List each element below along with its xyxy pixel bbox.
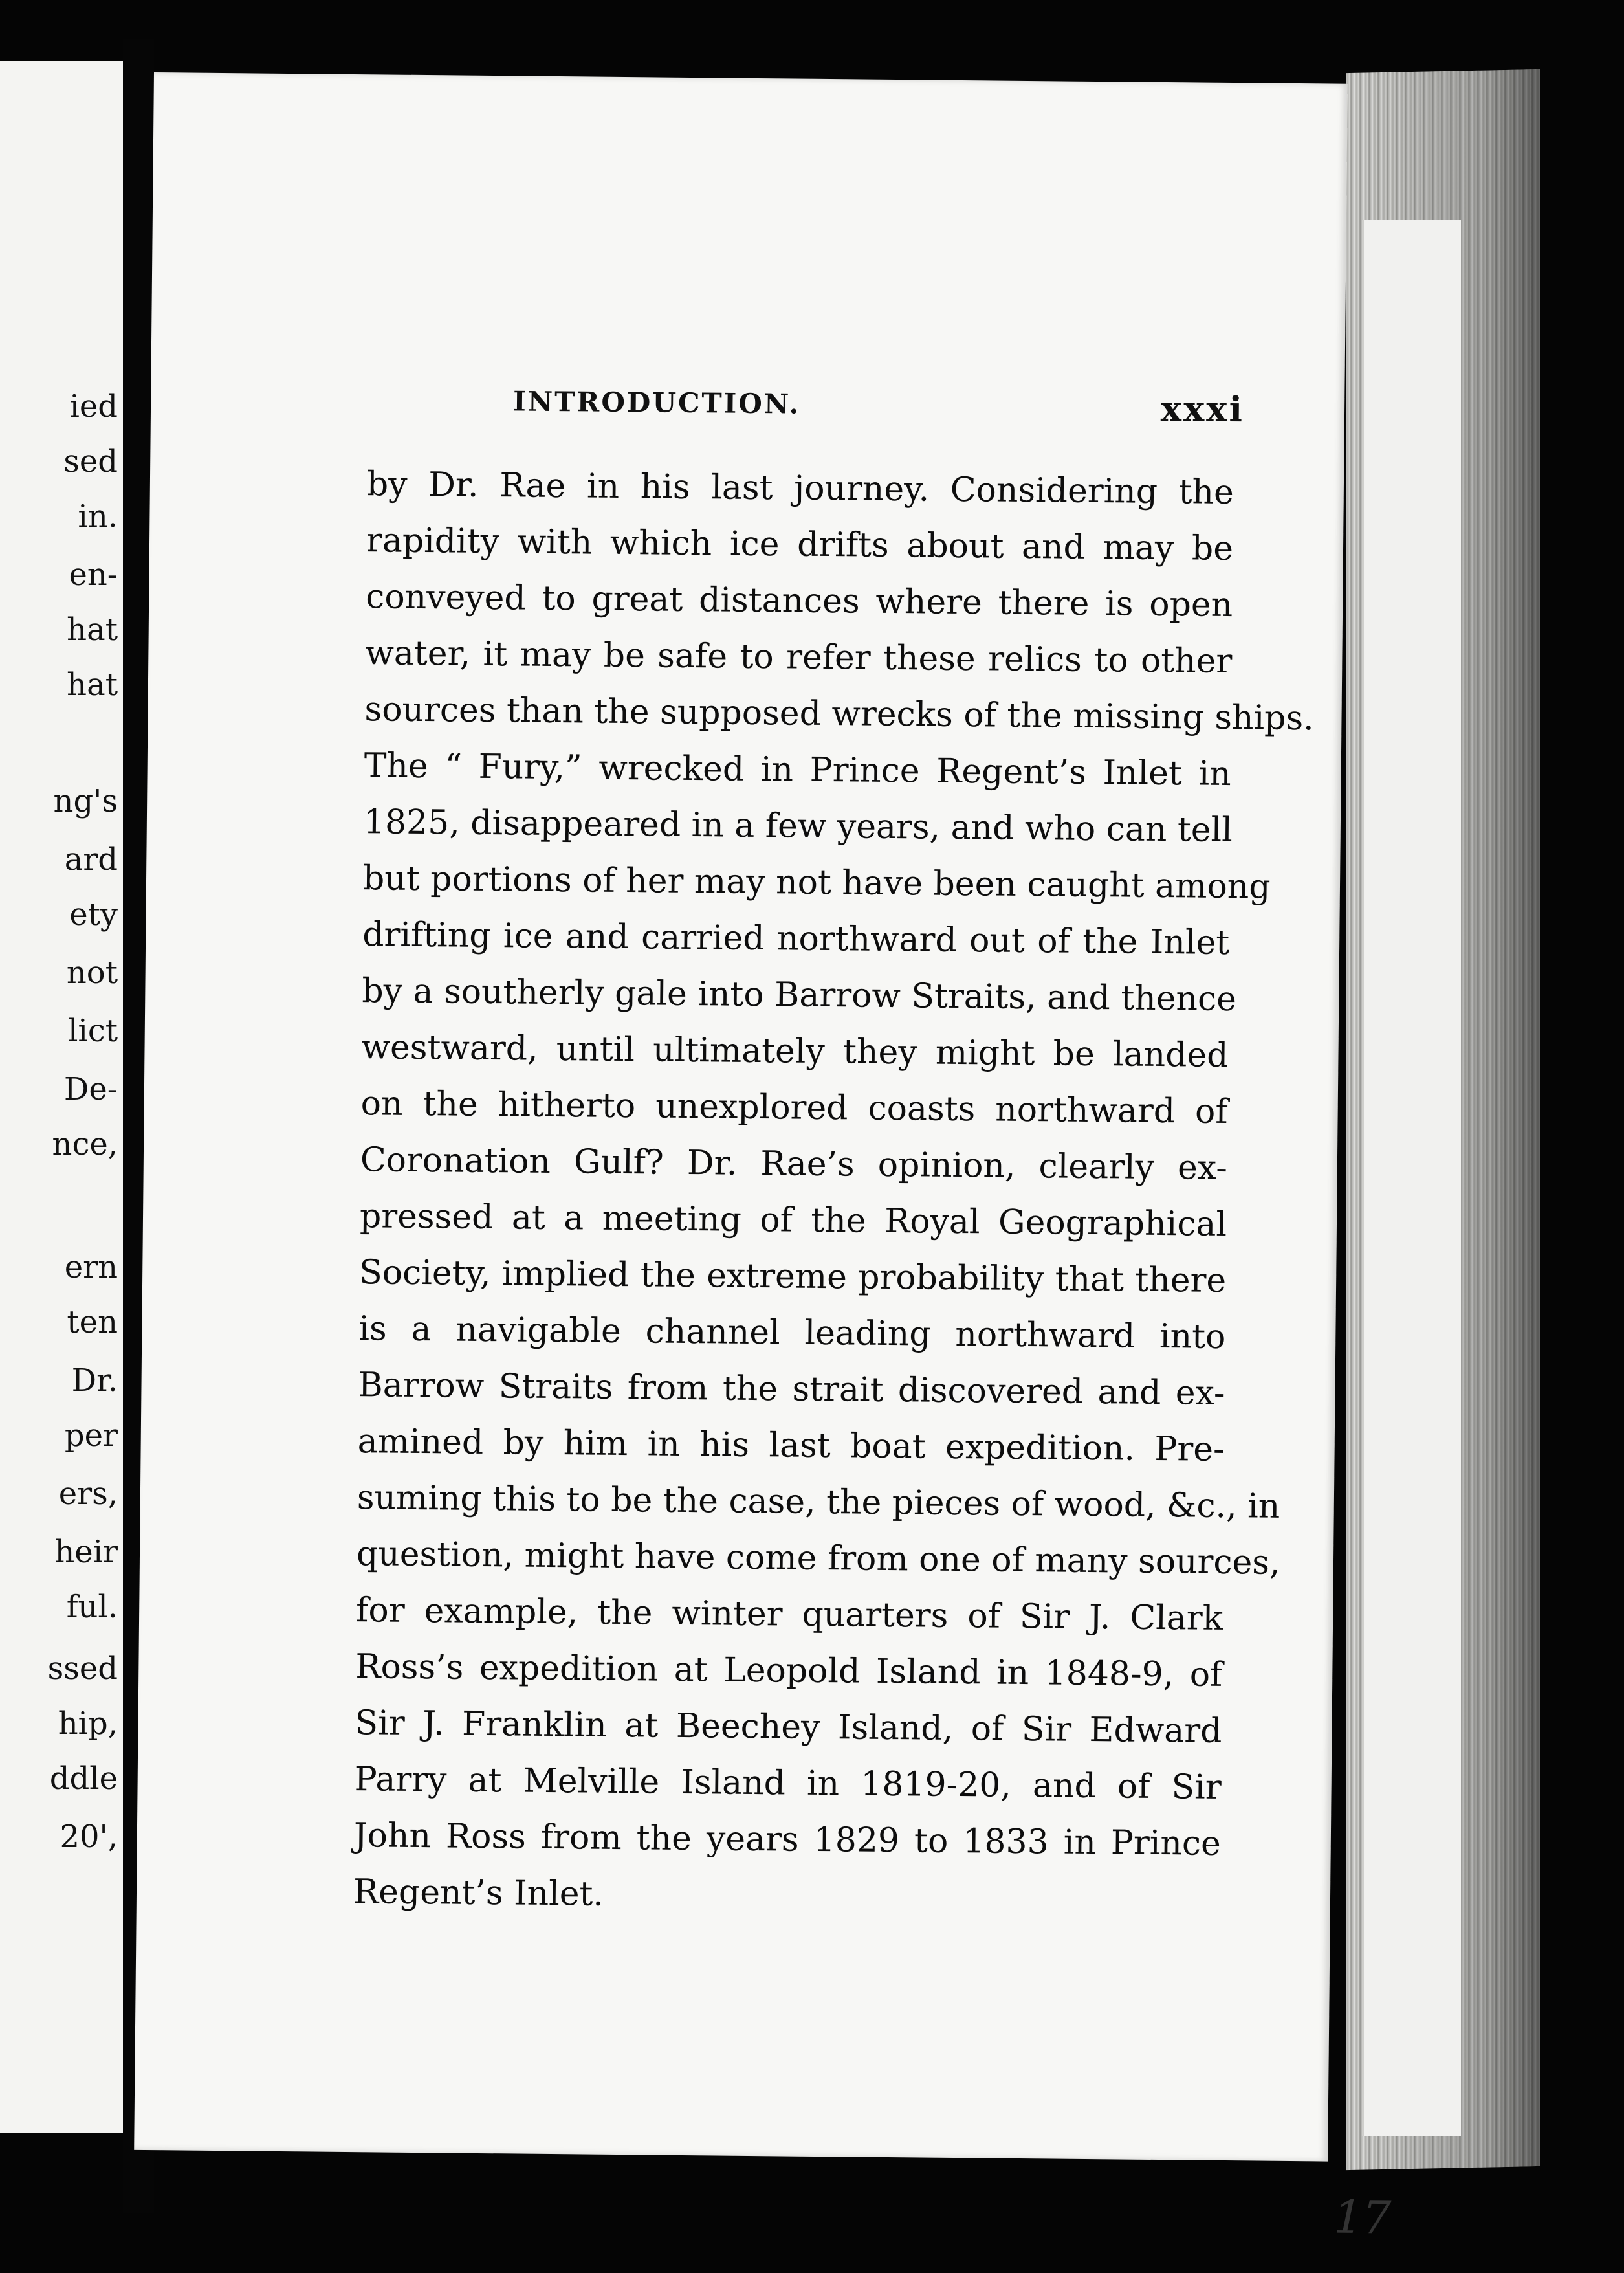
text-line: question, might have come from one of many sources, (356, 1535, 1280, 1582)
left-line: ng's (53, 783, 118, 819)
left-line: ssed (47, 1650, 118, 1687)
folio-number: xxxi (1160, 387, 1245, 430)
handwritten-page-number: 17 (1333, 2190, 1392, 2245)
text-line: westward, until ultimately they might be landed (361, 1028, 1229, 1076)
text-line: but portions of her may not have been caught among (362, 859, 1271, 907)
text-line: for example, the winter quarters of Sir J. Clark (355, 1591, 1223, 1638)
left-line: not (66, 955, 118, 991)
left-line: sed (63, 443, 118, 480)
left-line: nce, (52, 1126, 118, 1162)
left-line: ddle (49, 1760, 118, 1797)
left-line: hat (67, 667, 118, 703)
text-line: sources than the supposed wrecks of the missing ships. (364, 690, 1314, 738)
running-title: INTRODUCTION. (512, 385, 801, 420)
left-line: hat (67, 612, 118, 648)
left-line: in. (78, 498, 118, 535)
text-line: rapidity with which ice drifts about and may be (366, 521, 1234, 569)
left-line: ers, (58, 1476, 118, 1512)
text-line: 1825, disappeared in a few years, and who can tell (363, 803, 1233, 850)
left-line: Dr. (71, 1362, 118, 1399)
text-line: John Ross from the years 1829 to 1833 in Prince (353, 1816, 1222, 1863)
page-header (512, 385, 1245, 430)
left-line: ety (69, 896, 118, 933)
text-line: Society, implied the extreme probability that there (358, 1253, 1227, 1300)
text-line: by a southerly gale into Barrow Straits, and thence (362, 971, 1237, 1019)
left-line: en- (69, 557, 118, 593)
text-line: suming this to be the case, the pieces of wood, &c., in (357, 1478, 1280, 1526)
left-line: ern (64, 1249, 118, 1285)
left-line: ard (64, 841, 118, 878)
text-line: conveyed to great distances where there is open (365, 577, 1233, 625)
text-line: Barrow Straits from the strait discovered and ex- (358, 1366, 1225, 1413)
left-line: per (64, 1417, 118, 1454)
text-line: drifting ice and carried northward out of the Inlet (362, 915, 1230, 963)
left-line: lict (68, 1013, 118, 1049)
left-line: ied (69, 388, 118, 425)
left-line: heir (54, 1534, 118, 1570)
text-line: on the hitherto unexplored coasts northward of (360, 1084, 1228, 1132)
left-line: 20', (60, 1819, 118, 1855)
text-line: The “ Fury,” wrecked in Prince Regent’s Inlet in (364, 746, 1231, 794)
text-line: pressed at a meeting of the Royal Geographical (359, 1197, 1227, 1244)
text-line: is a navigable channel leading northward into (358, 1309, 1226, 1357)
text-line: Parry at Melville Island in 1819-20, and of Sir (354, 1760, 1222, 1807)
loose-leaf-strip (1362, 220, 1461, 2136)
main-page (134, 72, 1392, 2245)
left-line: De- (63, 1071, 118, 1107)
text-line: Regent’s Inlet. (353, 1872, 604, 1914)
left-line: ful. (66, 1589, 118, 1625)
text-line: by Dr. Rae in his last journey. Considering the (366, 465, 1234, 513)
left-line: ten (67, 1304, 118, 1340)
text-line: Sir J. Franklin at Beechey Island, of Sir Edward (355, 1703, 1222, 1751)
text-line: water, it may be safe to refer these relics to other (365, 634, 1233, 682)
left-facing-page (0, 61, 126, 2133)
text-line: Ross’s expedition at Leopold Island in 1848-9, of (355, 1647, 1223, 1694)
body-text (353, 456, 1314, 1929)
left-line: hip, (58, 1705, 118, 1742)
text-line: Coronation Gulf? Dr. Rae’s opinion, clearly ex- (360, 1140, 1228, 1188)
text-line: amined by him in his last boat expedition. Pre- (357, 1422, 1225, 1469)
